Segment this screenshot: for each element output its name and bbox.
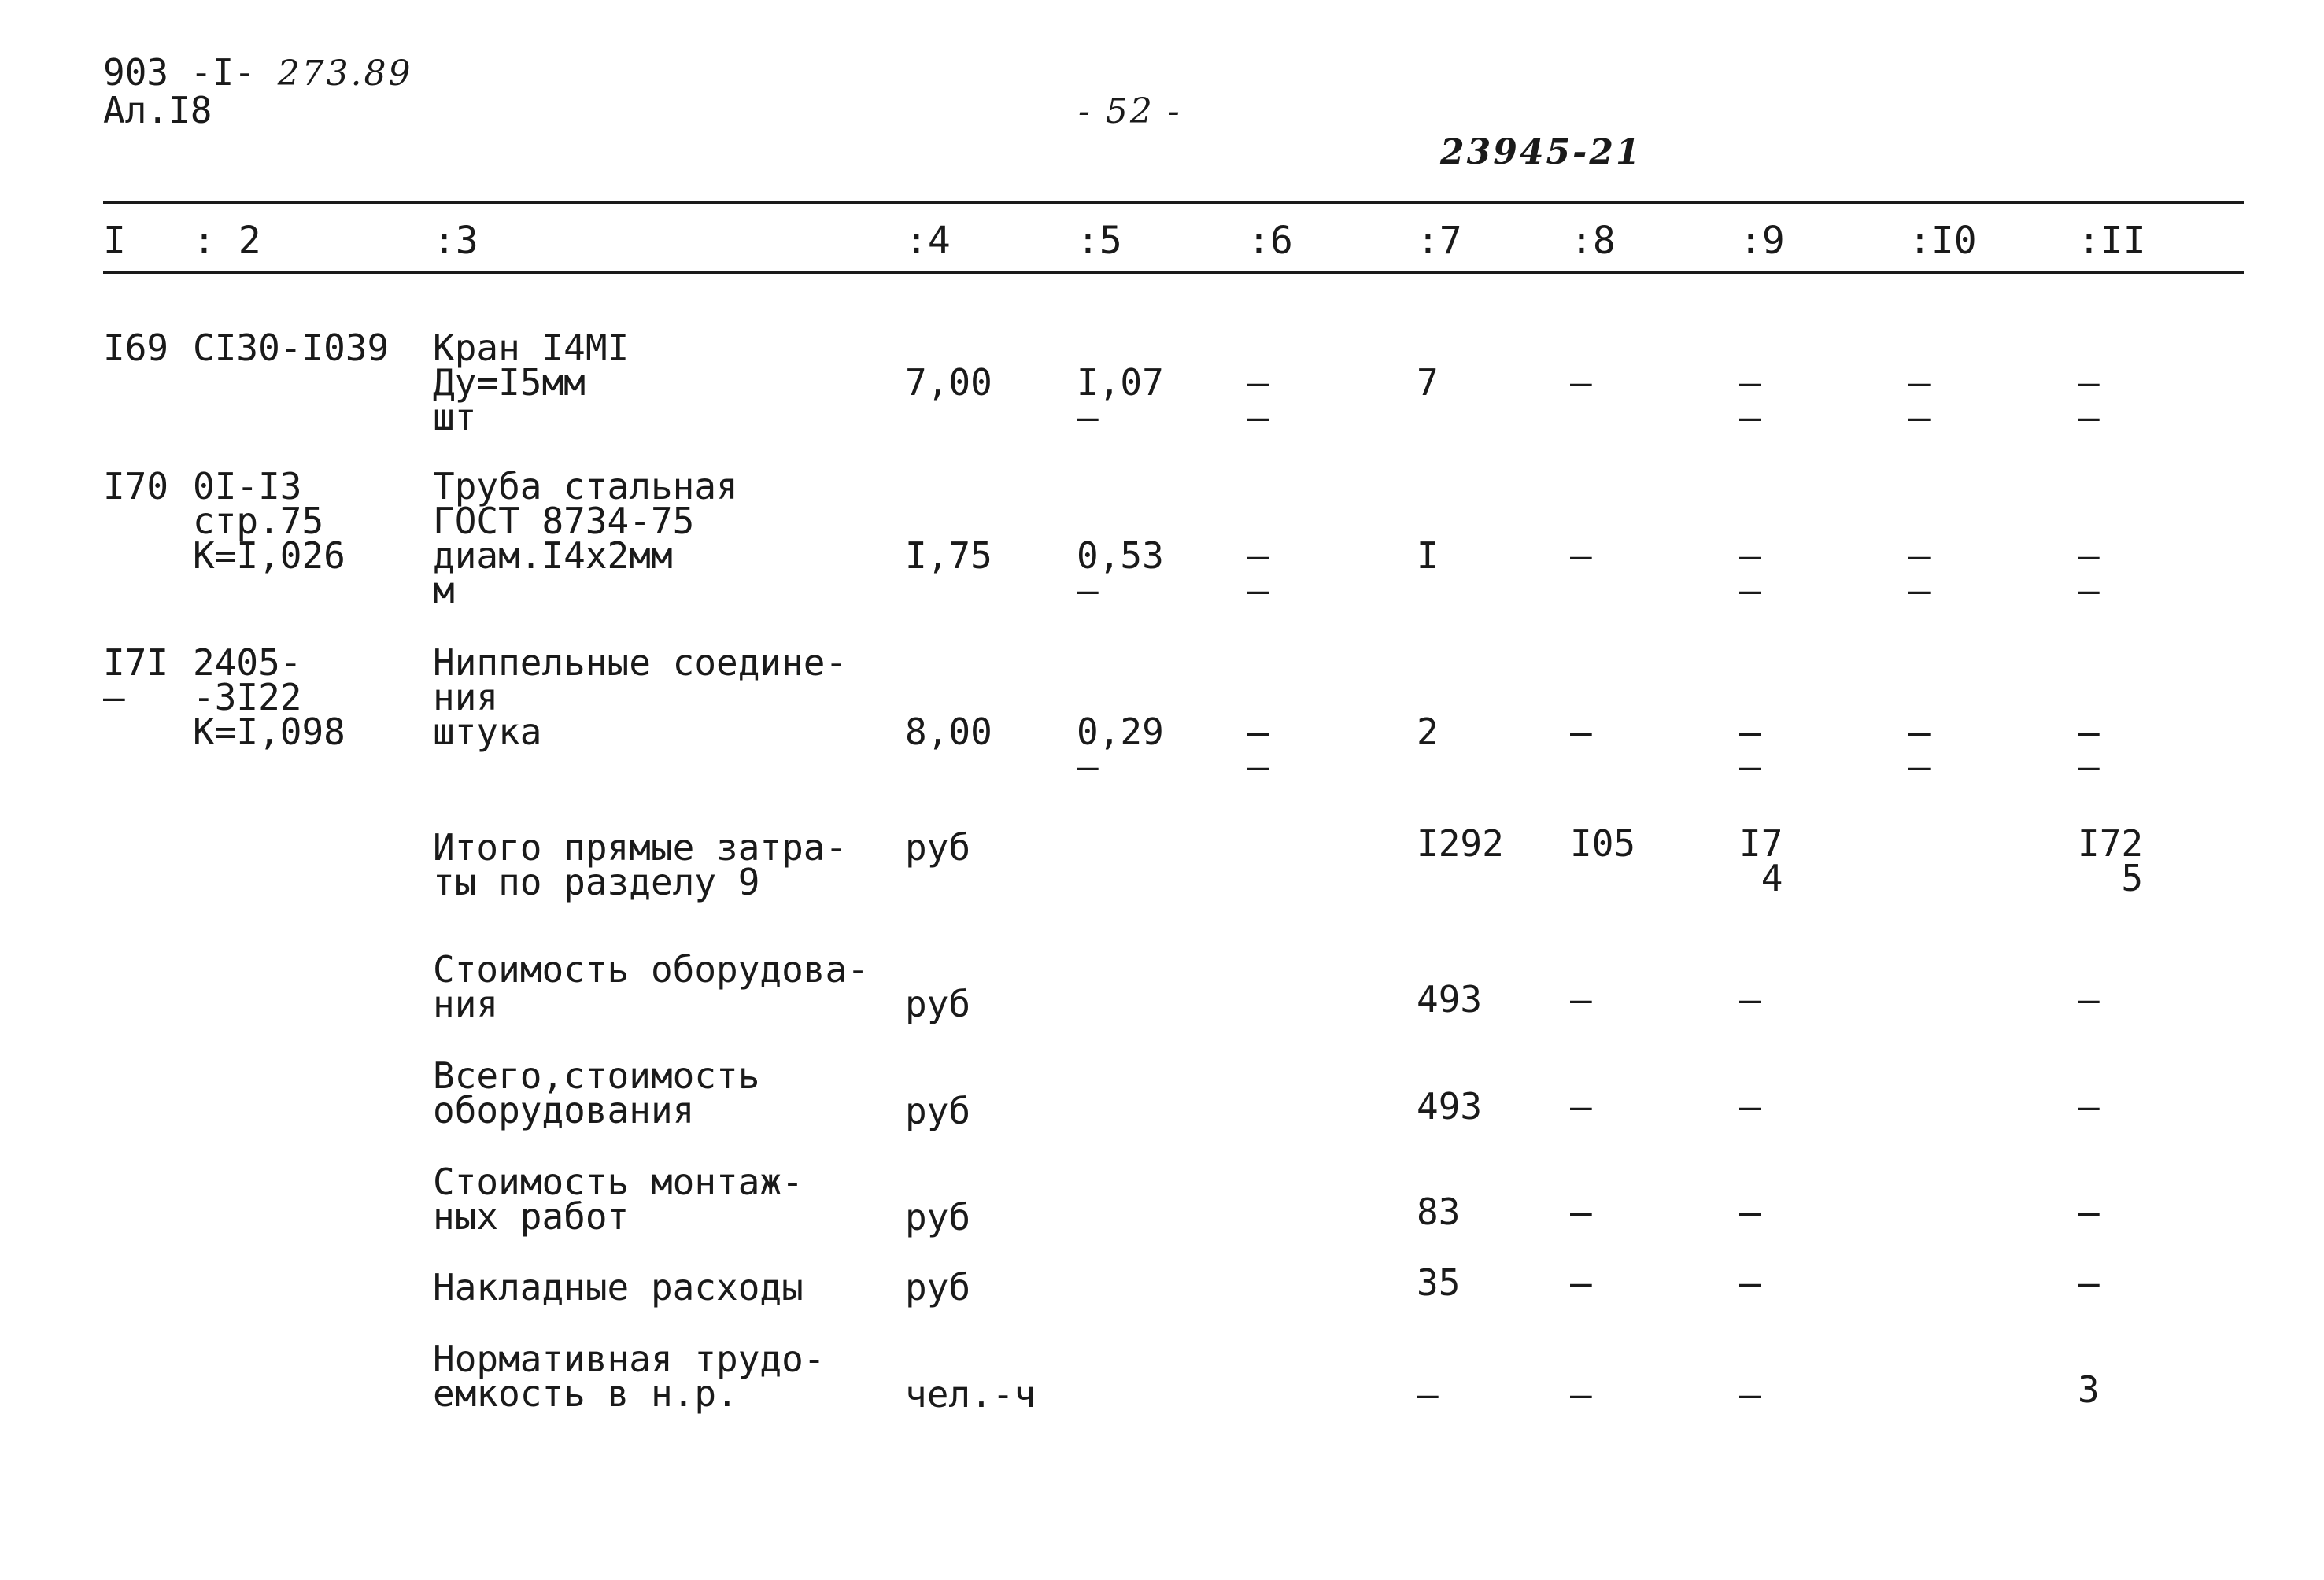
row-col11: – – (2078, 534, 2100, 611)
row-col5: 0,53 – (1077, 534, 1164, 611)
row-col4: 8,00 (905, 711, 992, 753)
summary-col7: I292 (1417, 822, 1504, 865)
row-col9: – – (1739, 711, 1761, 788)
summary-col9: – (1739, 978, 1761, 1021)
row-name: Кран I4MI Ду=I5мм шт (433, 327, 630, 438)
row-name: Ниппельные соедине- ния штука (433, 641, 848, 753)
table-top-rule (103, 201, 2244, 204)
document-code-printed: 903 -I- (103, 51, 256, 94)
col-header-10: :I0 (1908, 219, 1977, 263)
col-header-2: : 2 (193, 219, 261, 263)
summary-col8: I05 (1570, 822, 1636, 865)
row-col9: – – (1739, 534, 1761, 611)
row-name: Труба стальная ГОСТ 8734-75 диам.I4х2мм м (433, 465, 738, 611)
row-code: CI30-I039 (193, 327, 390, 369)
summary-col11: – (2078, 1085, 2100, 1128)
summary-col9: – (1739, 1261, 1761, 1304)
sheet-number: Ал.I8 (103, 89, 212, 131)
row-col9: – – (1739, 361, 1761, 438)
summary-col11: 3 (2078, 1368, 2100, 1411)
document-code-handwritten: 273.89 (277, 54, 413, 94)
row-col10: – – (1908, 534, 1931, 611)
row-col7: I (1417, 534, 1439, 577)
summary-unit: чел.-ч (905, 1373, 1036, 1416)
summary-col11: – (2078, 1191, 2100, 1233)
col-header-9: :9 (1739, 219, 1785, 263)
summary-col7: 83 (1417, 1191, 1461, 1233)
summary-col11: I72 5 (2078, 822, 2144, 899)
col-header-6: :6 (1247, 219, 1293, 263)
row-number: I70 (103, 465, 169, 508)
summary-unit: руб (905, 1090, 971, 1132)
page-number: - 52 - (1078, 91, 1182, 131)
row-col6: – – (1247, 361, 1269, 438)
summary-col8: – (1570, 1261, 1592, 1304)
row-col8: – (1570, 534, 1592, 577)
row-col10: – – (1908, 361, 1931, 438)
row-col10: – – (1908, 711, 1931, 788)
summary-name: Нормативная трудо- емкость в н.р. (433, 1338, 826, 1415)
col-header-3: :3 (433, 219, 478, 263)
summary-col8: – (1570, 978, 1592, 1021)
col-header-8: :8 (1570, 219, 1616, 263)
row-code: 2405- -3I22 К=I,098 (193, 641, 345, 753)
stamp-number: 23945-21 (1440, 132, 1642, 172)
col-header-7: :7 (1417, 219, 1462, 263)
col-header-5: :5 (1077, 219, 1122, 263)
summary-name: Всего,стоимость оборудования (433, 1054, 760, 1131)
row-col6: – – (1247, 534, 1269, 611)
row-col5: I,07 – (1077, 361, 1164, 438)
row-number: I69 (103, 327, 169, 369)
summary-unit: руб (905, 1196, 971, 1239)
row-col11: – – (2078, 711, 2100, 788)
col-header-4: :4 (905, 219, 951, 263)
col-header-1: I (103, 219, 126, 263)
row-col7: 7 (1417, 361, 1439, 404)
summary-unit: руб (905, 983, 971, 1025)
summary-col8: – (1570, 1373, 1592, 1416)
row-col8: – (1570, 361, 1592, 404)
row-col4: 7,00 (905, 361, 992, 404)
summary-col7: 493 (1417, 1085, 1483, 1128)
summary-col7: 35 (1417, 1261, 1461, 1304)
summary-col8: – (1570, 1085, 1592, 1128)
summary-col9: – (1739, 1373, 1761, 1416)
summary-name: Стоимость оборудова- ния (433, 948, 869, 1025)
row-col6: – – (1247, 711, 1269, 788)
row-code: 0I-I3 стр.75 К=I,026 (193, 465, 345, 577)
summary-col11: – (2078, 978, 2100, 1021)
summary-name: Стоимость монтаж- ных работ (433, 1161, 804, 1238)
summary-col8: – (1570, 1191, 1592, 1233)
summary-col11: – (2078, 1261, 2100, 1304)
summary-col9: I7 4 (1739, 822, 1783, 899)
summary-col9: – (1739, 1085, 1761, 1128)
summary-col7: – (1417, 1373, 1439, 1416)
row-col11: – – (2078, 361, 2100, 438)
summary-unit: руб (905, 1266, 971, 1309)
summary-name: Накладные расходы (433, 1266, 804, 1309)
summary-col9: – (1739, 1191, 1761, 1233)
col-header-11: :II (2078, 219, 2146, 263)
row-number: I7I – (103, 641, 169, 718)
row-col5: 0,29 – (1077, 711, 1164, 788)
row-col8: – (1570, 711, 1592, 753)
row-col7: 2 (1417, 711, 1439, 753)
summary-unit: руб (905, 826, 971, 869)
document-code (103, 51, 413, 94)
summary-col7: 493 (1417, 978, 1483, 1021)
table-header-rule (103, 271, 2244, 274)
summary-name: Итого прямые затра- ты по разделу 9 (433, 826, 848, 903)
row-col4: I,75 (905, 534, 992, 577)
